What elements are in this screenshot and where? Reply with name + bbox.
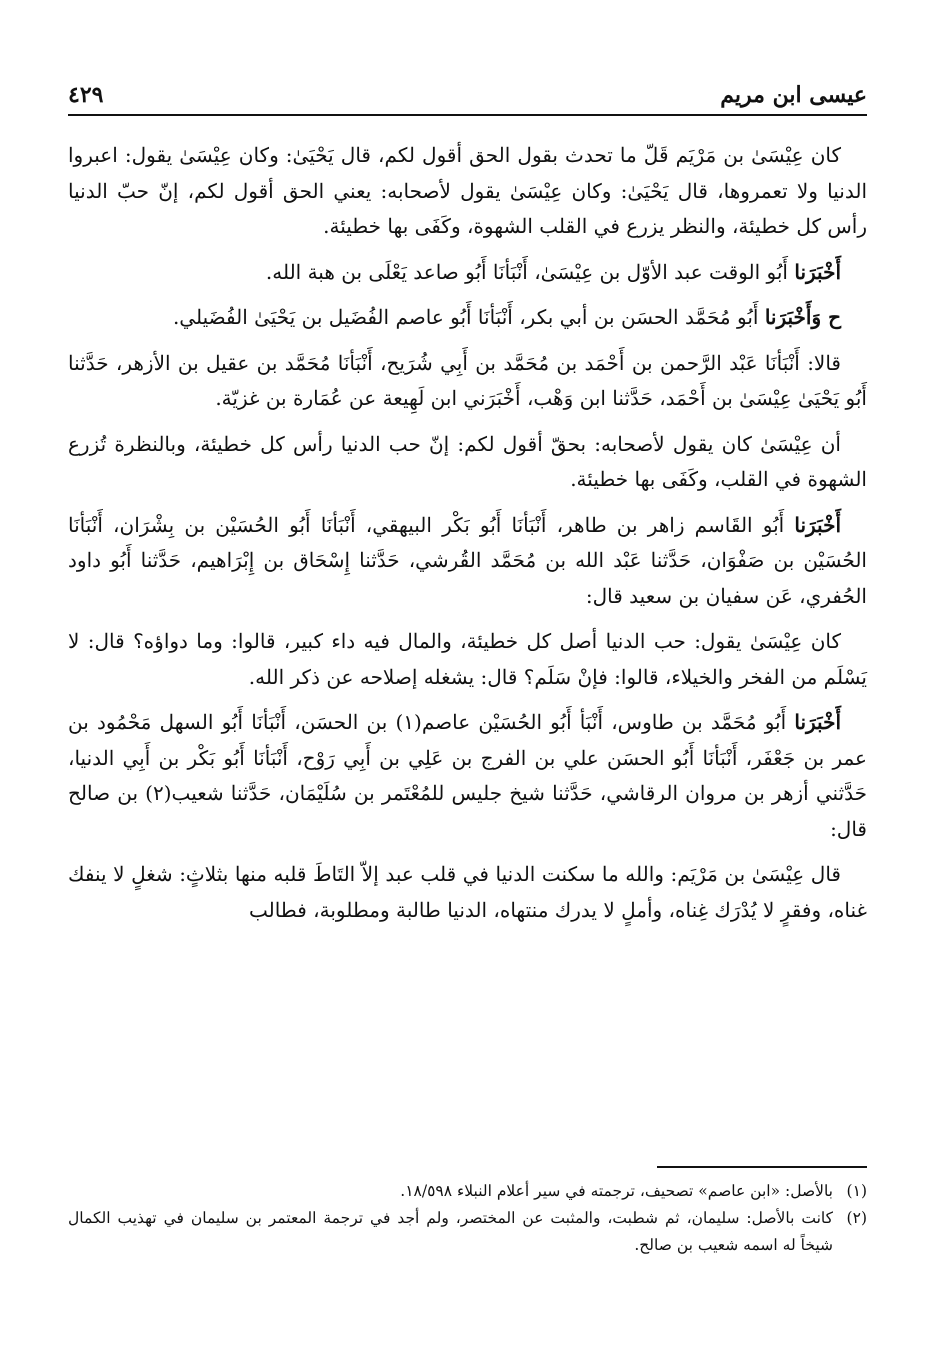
running-title: عيسى ابن مريم <box>720 82 867 108</box>
footnote-number: (٢) <box>846 1209 867 1227</box>
paragraph <box>68 255 867 291</box>
paragraph-lead: أَخْبَرَنا <box>794 512 842 537</box>
footnote-divider <box>657 1166 867 1168</box>
paragraph-lead: ح وَأَخْبَرَنا <box>764 305 841 329</box>
paragraph <box>68 300 867 336</box>
paragraph-lead: أَخْبَرَنا <box>794 710 841 734</box>
paragraph <box>68 705 867 847</box>
paragraph-text: كان عِيْسَىٰ يقول: حب الدنيا أصل كل خطيئة، والمال فيه داء كبير، قالوا: وما دواؤه؟ قال: لا يَسْلَم من الفخر والخيلاء، قالوا: فإنْ سَلَم؟ قال: يشغله إصلاحه عن ذكر الله. <box>68 629 867 689</box>
paragraph-text: أَبُو القَاسم زاهر بن طاهر، أَنْبَأنَا أَبُو بَكْر البيهقي، أَنْبَأنَا أَبُو الحُسَيْن بن بِشْرَان، أَنْبَأنَا الحُسَيْن بن صَفْوَان، حَدَّثنا عَبْد الله بن مُحَمَّد القُرشي، حَدَّثنا إِسْحَاق بن إِبْرَاهيم، حَدَّثنا أَبُو داود الحُفري، عَن سفيان بن سعيد قال: <box>68 512 867 608</box>
page-header <box>68 78 867 116</box>
paragraph-text: أَبُو مُحَمَّد بن طاوس، أَنْبَأ أَبُو الحُسَيْن عاصم(١) بن الحسَن، أَنْبَأنَا أَبُو السهل مَحْمُود بن عمر بن جَعْفَر، أَنْبَأنَا أَبُو الحسَن علي بن الفرج بن عَلِي بن أَبِي رَوْح، أَنْبَأنَا أَبُو بَكْر بن أَبِي الدنيا، حَدَّثني أزهر بن مروان الرقاشي، حَدَّثنا شيخ جليس للمُعْتَمر بن سُلَيْمَان، حَدَّثنا شعيب(٢) بن صالح قال: <box>68 710 868 841</box>
paragraph <box>68 508 867 615</box>
paragraph-text: قال عِيْسَىٰ بن مَرْيَم: والله ما سكنت الدنيا في قلب عبد إلاّ التَاطَ قلبه منها بثلاثٍ: شغلٍ لا ينفك غناه، وفقرٍ لا يُدْرَك غِناه، وأملٍ لا يدرك منتهاه، الدنيا طالبة ومطلوبة، فطالب <box>68 862 867 922</box>
footnote-text: بالأصل: «ابن عاصم» تصحيف، ترجمته في سير أعلام النبلاء ١٨/٥٩٨. <box>400 1182 833 1200</box>
paragraph-text: أن عِيْسَىٰ كان يقول لأصحابه: بحقّ أقول لكم: إنّ حب الدنيا رأس كل خطيئة، وبالنظرة تُزرع الشهوة في القلب، وكَفَى بها خطيئة. <box>68 431 867 491</box>
paragraph <box>68 857 867 928</box>
footnote-text: كانت بالأصل: سليمان، ثم شطبت، والمثبت عن المختصر، ولم أجد في ترجمة المعتمر بن سليمان في تهذيب الكمال شيخاً له اسمه شعيب بن صالح. <box>68 1209 833 1254</box>
paragraph <box>68 624 867 695</box>
paragraph <box>68 346 867 417</box>
paragraph-text: أَبُو مُحَمَّد الحسَن بن أبي بكر، أَنْبَأنَا أَبُو عاصم الفُضَيل بن يَحْيَىٰ الفُضَيلي. <box>172 305 765 329</box>
footnotes <box>68 1178 867 1259</box>
paragraph <box>68 138 867 245</box>
paragraph-text: أَبُو الوقت عبد الأوّل بن عِيْسَىٰ، أَنْبَأنَا أَبُو صاعد يَعْلَى بن هبة الله. <box>265 259 795 284</box>
footnote <box>68 1205 867 1259</box>
paragraph-text: كان عِيْسَىٰ بن مَرْيَم قَلّ ما تحدث بقول الحق أقول لكم، قال يَحْيَىٰ: وكان عِيْسَىٰ يقول: اعبروا الدنيا ولا تعمروها، قال يَحْيَىٰ: وكان عِيْسَىٰ يقول لأصحابه: يعني الحق أقول لكم، إنّ حبّ الدنيا رأس كل خطيئة، والنظر يزرع في القلب الشهوة، وكَفَى بها خطيئة. <box>68 143 867 238</box>
footnote <box>68 1178 867 1205</box>
main-text <box>68 138 867 938</box>
paragraph-lead: أَخْبَرَنا <box>794 259 841 284</box>
page-number: ٤٢٩ <box>68 82 104 108</box>
paragraph-text: قالا: أَنْبَأنَا عَبْد الرَّحمن بن أَحْمَد بن مُحَمَّد بن أَبِي شُرَيح، أَنْبَأنَا مُحَمَّد بن عقيل بن الأزهر، حَدَّثنا أَبُو يَحْيَىٰ عِيْسَىٰ بن أَحْمَد، حَدَّثنا ابن وَهْب، أَخْبَرَني ابن لَهِيعة عن عُمَارة بن غزيّة. <box>68 350 867 410</box>
paragraph <box>68 427 867 498</box>
footnote-number: (١) <box>846 1182 867 1200</box>
